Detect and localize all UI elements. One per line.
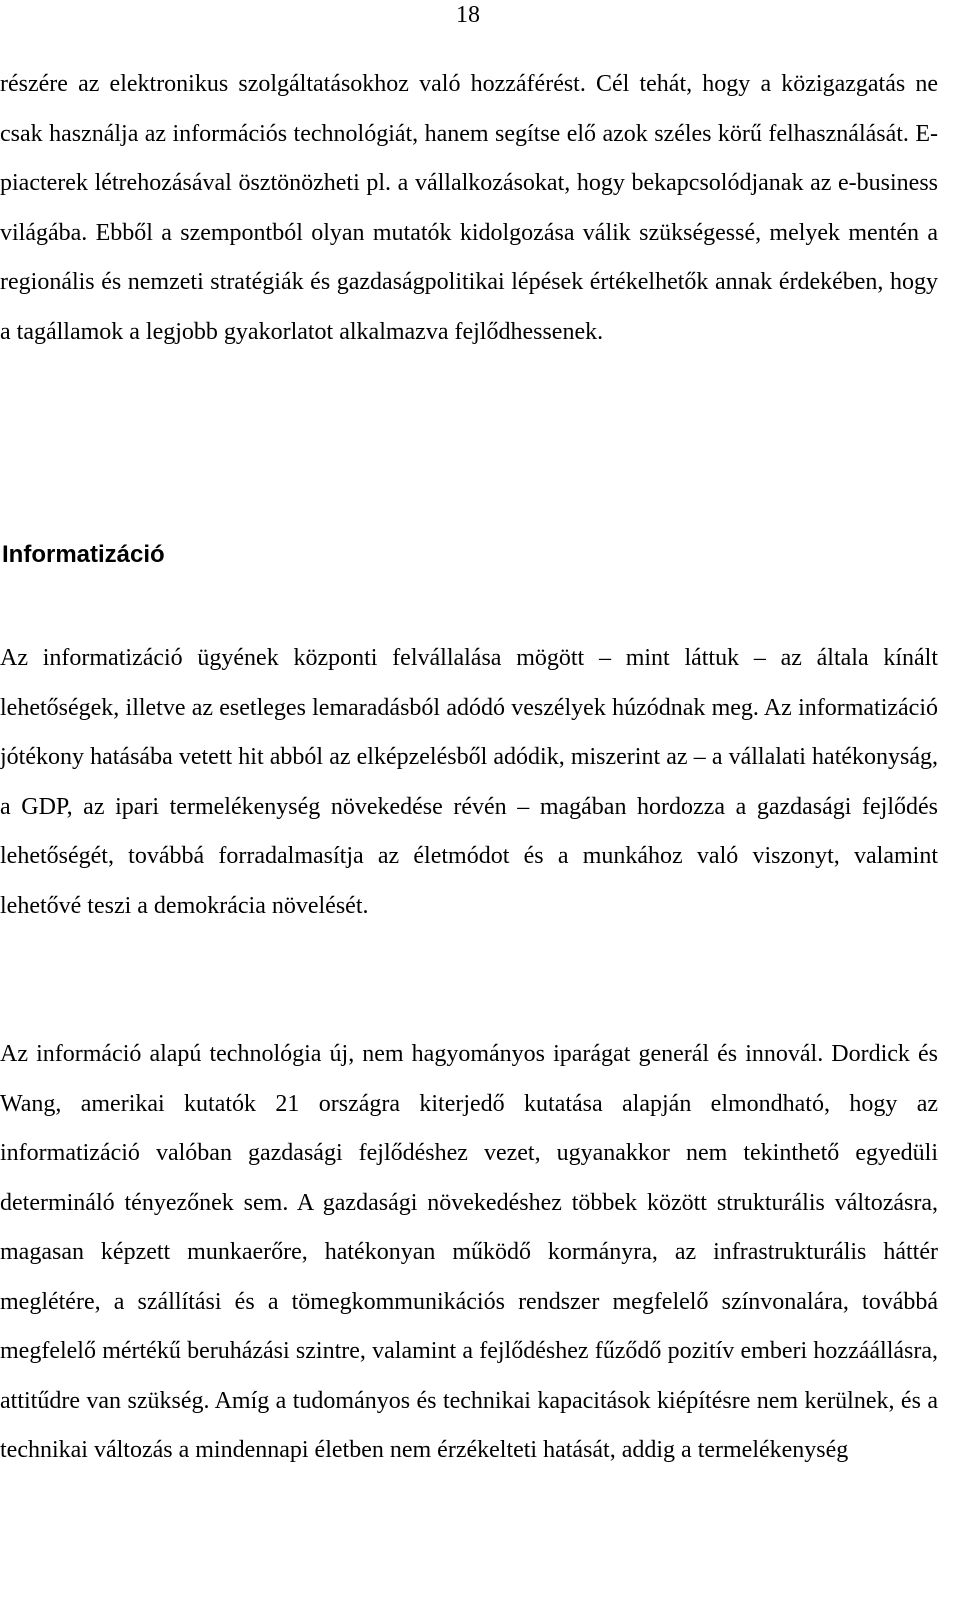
section-heading: Informatizáció bbox=[2, 541, 165, 568]
page-number: 18 bbox=[456, 2, 480, 28]
paragraph-section-1: Az informatizáció ügyének központi felvállalása mögött – mint láttuk – az általa kínált lehetőségek, illetve az esetleges lemaradásból adódó veszélyek húzódnak meg. Az informatizáció jótékony hatásába vetett hit abból az elképzelésből adódik, miszerint az – a vállalati hatékonyság, a GDP, az ipari termelékenység növekedése révén – magában hordozza a gazdasági fejlődés lehetőségét, továbbá forradalmasítja az életmódot és a munkához való viszonyt, valamint lehetővé teszi a demokrácia növelését. bbox=[0, 645, 938, 919]
paragraph-intro: részére az elektronikus szolgáltatásokhoz való hozzáférést. Cél tehát, hogy a közigazgatás ne csak használja az információs technológiát, hanem segítse elő azok széles körű felhasználását. E-piacterek létrehozásával ösztönözheti pl. a vállalkozásokat, hogy bekapcsolódjanak az e-business világába. Ebből a szempontból olyan mutatók kidolgozása válik szükségessé, melyek mentén a regionális és nemzeti stratégiák és gazdaságpolitikai lépések értékelhetők annak érdekében, hogy a tagállamok a legjobb gyakorlatot alkalmazva fejlődhessenek. bbox=[0, 71, 938, 345]
paragraph-section-2: Az információ alapú technológia új, nem hagyományos iparágat generál és innovál. Dordick és Wang, amerikai kutatók 21 országra kiterjedő kutatása alapján elmondható, hogy az informatizáció valóban gazdasági fejlődéshez vezet, ugyanakkor nem tekinthető egyedüli determináló tényezőnek sem. A gazdasági növekedéshez többek között strukturális változásra, magasan képzett munkaerőre, hatékonyan működő kormányra, az infrastrukturális háttér meglétére, a szállítási és a tömegkommunikációs rendszer megfelelő színvonalára, továbbá megfelelő mértékű beruházási szintre, valamint a fejlődéshez fűződő pozitív emberi hozzáállásra, attitűdre van szükség. Amíg a tudományos és technikai kapacitások kiépítésre nem kerülnek, és a technikai változás a mindennapi életben nem érzékelteti hatását, addig a termelékenység bbox=[0, 1041, 938, 1463]
